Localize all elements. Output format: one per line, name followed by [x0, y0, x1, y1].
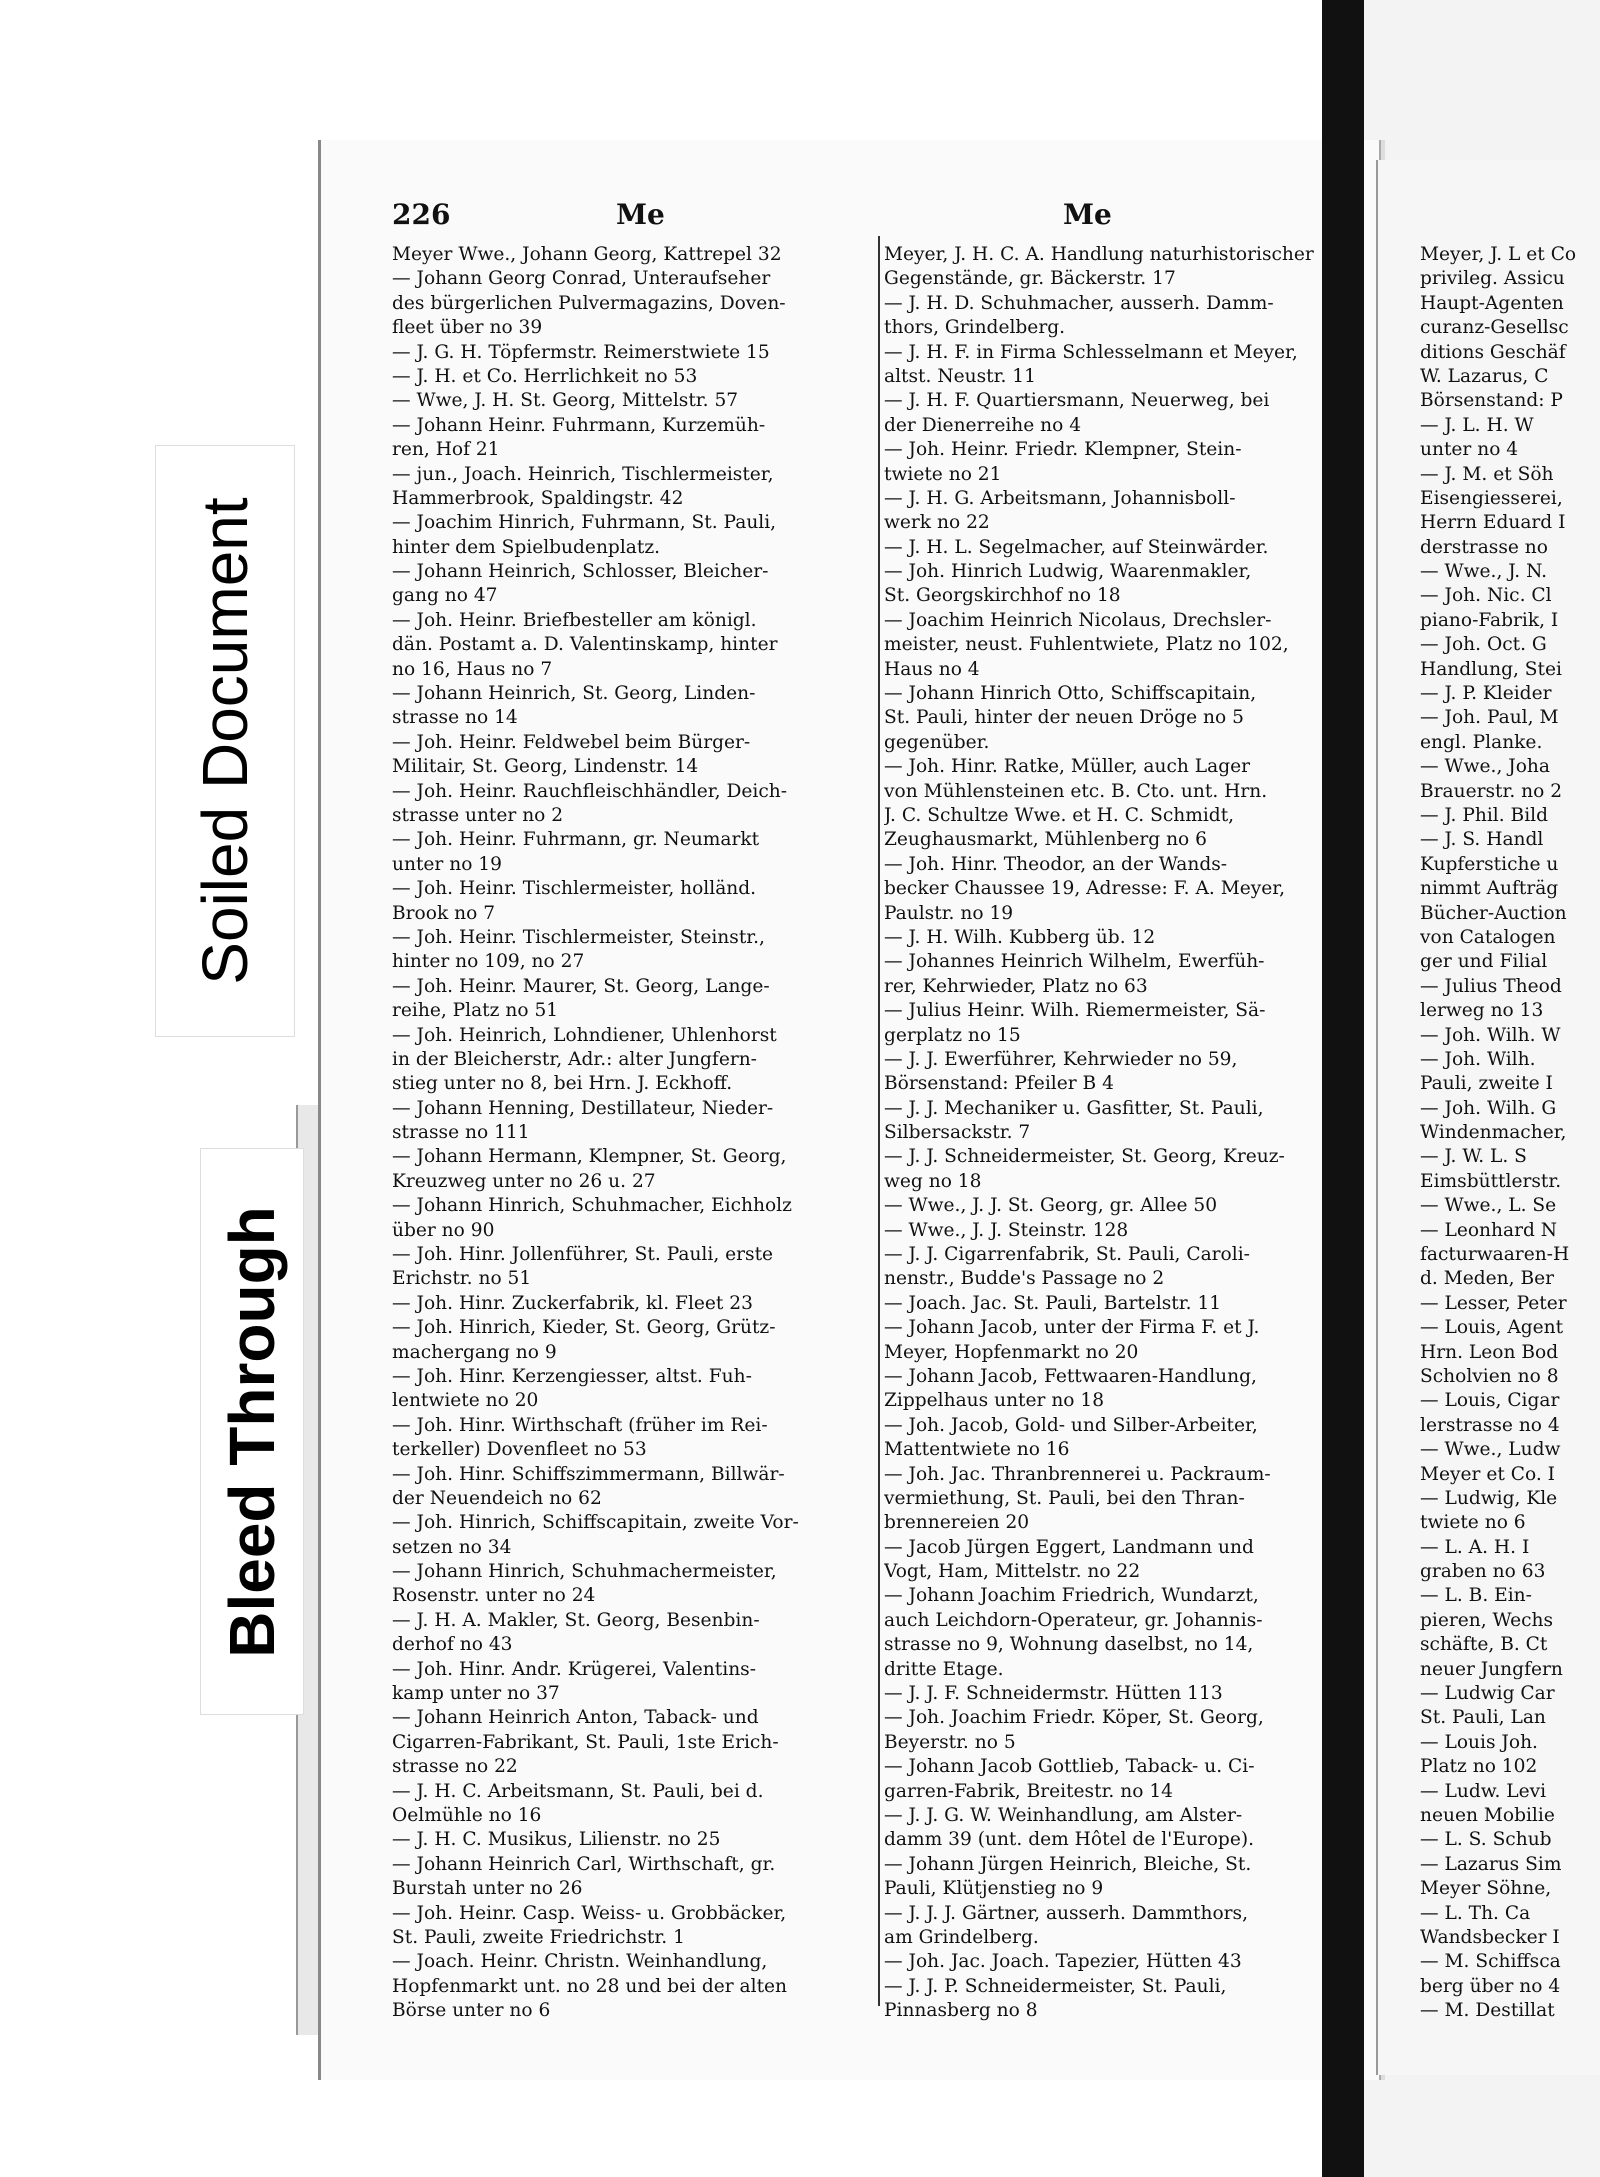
- directory-line: — Joh. Heinr. Feldwebel beim Bürger-: [392, 731, 751, 753]
- directory-line: graben no 63: [1420, 1561, 1546, 1583]
- directory-line: fleet über no 39: [392, 317, 543, 339]
- directory-line: terkeller) Dovenfleet no 53: [392, 1439, 647, 1461]
- directory-line: — M. Destillat: [1420, 2000, 1555, 2022]
- directory-line: — Lazarus Sim: [1420, 1853, 1562, 1875]
- directory-line: Bücher-Auction: [1420, 902, 1567, 924]
- directory-line: — Johann Hinrich, Schuhmacher, Eichholz: [392, 1195, 792, 1217]
- directory-line: Erichstr. no 51: [392, 1268, 532, 1290]
- directory-line: Börsenstand: P: [1420, 390, 1563, 412]
- directory-line: — J. H. Wilh. Kubberg üb. 12: [884, 926, 1156, 948]
- directory-line: — Johann Joachim Friedrich, Wundarzt,: [884, 1585, 1259, 1607]
- directory-line: des bürgerlichen Pulvermagazins, Doven-: [392, 292, 786, 314]
- directory-line: — Joh. Hinrich, Kieder, St. Georg, Grütz-: [392, 1317, 776, 1339]
- directory-line: — Wwe., Ludw: [1420, 1439, 1561, 1461]
- directory-line: — Leonhard N: [1420, 1219, 1558, 1241]
- directory-line: — Joh. Wilh. W: [1420, 1024, 1561, 1046]
- directory-line: Börse unter no 6: [392, 2000, 551, 2022]
- directory-line: St. Pauli, hinter der neuen Dröge no 5: [884, 707, 1244, 729]
- directory-line: Pauli, zweite I: [1420, 1073, 1553, 1095]
- directory-line: schäfte, B. Ct: [1420, 1634, 1548, 1656]
- directory-line: — Johann Heinrich Anton, Taback- und: [392, 1707, 759, 1729]
- directory-line: neuer Jungfern: [1420, 1658, 1563, 1680]
- directory-line: ditions Geschäf: [1420, 341, 1566, 363]
- directory-line: Brook no 7: [392, 902, 496, 924]
- directory-line: no 16, Haus no 7: [392, 658, 553, 680]
- directory-line: strasse unter no 2: [392, 804, 564, 826]
- directory-line: über no 90: [392, 1219, 495, 1241]
- directory-line: damm 39 (unt. dem Hôtel de l'Europe).: [884, 1829, 1254, 1851]
- directory-line: Burstah unter no 26: [392, 1878, 583, 1900]
- directory-line: Hammerbrook, Spaldingstr. 42: [392, 487, 684, 509]
- directory-line: St. Pauli, Lan: [1420, 1707, 1546, 1729]
- directory-line: — L. A. H. I: [1420, 1536, 1530, 1558]
- directory-line: privileg. Assicu: [1420, 268, 1565, 290]
- directory-line: Zeughausmarkt, Mühlenberg no 6: [884, 829, 1207, 851]
- directory-line: — J. H. C. Musikus, Lilienstr. no 25: [392, 1829, 721, 1851]
- directory-line: Rosenstr. unter no 24: [392, 1585, 596, 1607]
- directory-line: Haupt-Agenten: [1420, 292, 1564, 314]
- column-divider: [878, 236, 880, 2006]
- directory-line: rer, Kehrwieder, Platz no 63: [884, 975, 1148, 997]
- directory-line: setzen no 34: [392, 1536, 512, 1558]
- directory-line: — Joh. Heinr. Friedr. Klempner, Stein-: [884, 439, 1242, 461]
- directory-line: — Joh. Heinr. Tischlermeister, holländ.: [392, 878, 757, 900]
- directory-line: Platz no 102: [1420, 1756, 1538, 1778]
- directory-line: — Joh. Wilh. G: [1420, 1097, 1557, 1119]
- directory-line: — Louis, Agent: [1420, 1317, 1564, 1339]
- directory-line: — J. J. Ewerführer, Kehrwieder no 59,: [884, 1048, 1238, 1070]
- directory-line: Hopfenmarkt unt. no 28 und bei der alten: [392, 1975, 788, 1997]
- directory-line: brennereien 20: [884, 1512, 1030, 1534]
- directory-line: Kupferstiche u: [1420, 853, 1559, 875]
- directory-line: reihe, Platz no 51: [392, 1000, 559, 1022]
- directory-line: curanz-Gesellsc: [1420, 317, 1569, 339]
- directory-line: Eimsbüttlerstr.: [1420, 1170, 1562, 1192]
- directory-line: — J. H. D. Schuhmacher, ausserh. Damm-: [884, 292, 1274, 314]
- directory-line: engl. Planke.: [1420, 731, 1543, 753]
- directory-line: ren, Hof 21: [392, 439, 500, 461]
- directory-line: — Joh. Heinr. Tischlermeister, Steinstr.,: [392, 926, 765, 948]
- directory-line: — Wwe., J. N.: [1420, 561, 1548, 583]
- directory-line: — Joh. Hinr. Jollenführer, St. Pauli, erste: [392, 1244, 774, 1266]
- bleed-through-label: [200, 1148, 304, 1715]
- directory-line: — Joh. Hinr. Theodor, an der Wands-: [884, 853, 1228, 875]
- directory-line: neuen Mobilie: [1420, 1805, 1555, 1826]
- directory-line: J. C. Schultze Wwe. et H. C. Schmidt,: [884, 804, 1235, 826]
- directory-line: Beyerstr. no 5: [884, 1731, 1016, 1753]
- directory-line: — Joach. Jac. St. Pauli, Bartelstr. 11: [884, 1292, 1222, 1314]
- directory-line: — J. J. Schneidermeister, St. Georg, Kreuz-: [884, 1146, 1285, 1168]
- directory-line: thors, Grindelberg.: [884, 317, 1066, 339]
- directory-line: — J. Phil. Bild: [1420, 804, 1548, 826]
- directory-line: — Ludwig Car: [1420, 1683, 1555, 1705]
- directory-line: vermiethung, St. Pauli, bei den Thran-: [884, 1487, 1245, 1509]
- directory-line: — Joh. Oct. G: [1420, 634, 1547, 656]
- directory-line: Oelmühle no 16: [392, 1805, 542, 1826]
- directory-line: Silbersackstr. 7: [884, 1122, 1031, 1144]
- directory-line: hinter dem Spielbudenplatz.: [392, 536, 661, 558]
- directory-line: — Joh. Hinr. Andr. Krügerei, Valentins-: [392, 1658, 756, 1680]
- soiled-document-text: Soiled Document: [189, 497, 261, 985]
- middle-column: [884, 243, 1336, 2024]
- directory-line: — Wwe, J. H. St. Georg, Mittelstr. 57: [392, 390, 739, 412]
- directory-line: — Joh. Hinr. Kerzengiesser, altst. Fuh-: [392, 1365, 752, 1387]
- directory-line: — Joh. Heinr. Casp. Weiss- u. Grobbäcker,: [392, 1902, 787, 1924]
- directory-line: der Neuendeich no 62: [392, 1487, 602, 1509]
- directory-line: machergang no 9: [392, 1341, 557, 1363]
- directory-line: — Louis, Cigar: [1420, 1390, 1560, 1412]
- directory-line: — J. H. C. Arbeitsmann, St. Pauli, bei d.: [392, 1780, 764, 1802]
- directory-line: — Lesser, Peter: [1420, 1292, 1567, 1314]
- bleed-through-text: Bleed Through: [216, 1205, 288, 1658]
- directory-line: — J. S. Handl: [1420, 829, 1544, 851]
- directory-line: Vogt, Ham, Mittelstr. no 22: [884, 1561, 1141, 1583]
- directory-line: dritte Etage.: [884, 1658, 1004, 1680]
- directory-line: Paulstr. no 19: [884, 902, 1014, 924]
- directory-line: derstrasse no: [1420, 536, 1548, 558]
- directory-line: Meyer, Hopfenmarkt no 20: [884, 1341, 1139, 1363]
- directory-line: — L. B. Ein-: [1420, 1585, 1532, 1607]
- directory-line: Pauli, Klütjenstieg no 9: [884, 1878, 1104, 1900]
- directory-line: — Louis Joh.: [1420, 1731, 1538, 1753]
- directory-line: — Johann Jacob, Fettwaaren-Handlung,: [884, 1365, 1257, 1387]
- directory-line: pieren, Wechs: [1420, 1609, 1554, 1631]
- directory-line: — Joh. Hinr. Wirthschaft (früher im Rei-: [392, 1414, 768, 1436]
- directory-line: twiete no 21: [884, 463, 1002, 485]
- directory-line: — Johann Heinrich Carl, Wirthschaft, gr.: [392, 1853, 776, 1875]
- directory-line: Herrn Eduard I: [1420, 512, 1566, 534]
- directory-line: — L. Th. Ca: [1420, 1902, 1531, 1924]
- directory-line: — J. H. F. Quartiersmann, Neuerweg, bei: [884, 390, 1270, 412]
- directory-line: hinter no 109, no 27: [392, 951, 585, 973]
- directory-line: berg über no 4: [1420, 1975, 1561, 1997]
- directory-line: werk no 22: [884, 512, 990, 534]
- directory-line: — Johann Jürgen Heinrich, Bleiche, St.: [884, 1853, 1252, 1875]
- directory-line: Meyer Wwe., Johann Georg, Kattrepel 32: [392, 244, 782, 265]
- directory-line: — J. H. G. Arbeitsmann, Johannisboll-: [884, 487, 1236, 509]
- directory-line: Windenmacher,: [1420, 1122, 1567, 1144]
- directory-line: — J. J. G. W. Weinhandlung, am Alster-: [884, 1805, 1243, 1826]
- directory-line: — Joh. Jac. Thranbrennerei u. Packraum-: [884, 1463, 1271, 1485]
- directory-line: — Johann Georg Conrad, Unteraufseher: [392, 268, 771, 290]
- directory-line: — Joh. Hinr. Schiffszimmermann, Billwär-: [392, 1463, 785, 1485]
- directory-line: — Joh. Hinr. Ratke, Müller, auch Lager: [884, 756, 1250, 778]
- directory-line: gerplatz no 15: [884, 1024, 1021, 1046]
- right-running-head: Me: [1063, 198, 1112, 231]
- directory-line: — Wwe., J. J. Steinstr. 128: [884, 1219, 1129, 1241]
- left-column: [392, 243, 877, 2024]
- directory-line: am Grindelberg.: [884, 1926, 1039, 1948]
- directory-line: — Julius Heinr. Wilh. Riemermeister, Sä-: [884, 1000, 1266, 1022]
- directory-line: — Joh. Nic. Cl: [1420, 585, 1552, 607]
- directory-line: facturwaaren-H: [1420, 1244, 1570, 1266]
- directory-line: Scholvien no 8: [1420, 1365, 1559, 1387]
- directory-line: twiete no 6: [1420, 1512, 1526, 1534]
- directory-line: — J. G. H. Töpfermstr. Reimerstwiete 15: [392, 341, 770, 363]
- directory-line: — Joachim Hinrich, Fuhrmann, St. Pauli,: [392, 512, 777, 534]
- directory-line: — J. M. et Söh: [1420, 463, 1554, 485]
- directory-line: unter no 19: [392, 853, 502, 875]
- directory-line: stieg unter no 8, bei Hrn. J. Eckhoff.: [392, 1073, 733, 1095]
- directory-line: nenstr., Budde's Passage no 2: [884, 1268, 1165, 1290]
- directory-line: dän. Postamt a. D. Valentinskamp, hinter: [392, 634, 778, 656]
- directory-line: lentwiete no 20: [392, 1390, 539, 1412]
- directory-line: lerweg no 13: [1420, 1000, 1544, 1022]
- directory-line: Gegenstände, gr. Bäckerstr. 17: [884, 268, 1176, 290]
- directory-line: Wandsbecker I: [1420, 1926, 1560, 1948]
- directory-line: — Johann Hinrich Otto, Schiffscapitain,: [884, 683, 1257, 705]
- directory-line: von Mühlensteinen etc. B. Cto. unt. Hrn.: [884, 780, 1268, 802]
- directory-line: Zippelhaus unter no 18: [884, 1390, 1105, 1412]
- directory-line: Mattentwiete no 16: [884, 1439, 1070, 1461]
- directory-line: Brauerstr. no 2: [1420, 780, 1563, 802]
- directory-line: — Joh. Heinr. Rauchfleischhändler, Deich-: [392, 780, 787, 802]
- directory-line: — Joh. Wilh.: [1420, 1048, 1536, 1070]
- directory-line: ger und Filial: [1420, 951, 1548, 973]
- directory-line: — Joh. Jac. Joach. Tapezier, Hütten 43: [884, 1951, 1242, 1973]
- directory-line: — Johann Jacob Gottlieb, Taback- u. Ci-: [884, 1756, 1255, 1778]
- directory-line: strasse no 9, Wohnung daselbst, no 14,: [884, 1634, 1254, 1656]
- directory-line: Pinnasberg no 8: [884, 2000, 1038, 2022]
- directory-line: der Dienerreihe no 4: [884, 414, 1082, 436]
- directory-line: — Joh. Heinr. Briefbesteller am königl.: [392, 609, 757, 631]
- directory-line: — J. J. J. Gärtner, ausserh. Dammthors,: [884, 1902, 1249, 1924]
- directory-line: — J. H. L. Segelmacher, auf Steinwärder.: [884, 536, 1269, 558]
- directory-line: strasse no 111: [392, 1122, 530, 1144]
- soiled-document-label: [155, 445, 295, 1037]
- directory-line: garren-Fabrik, Breitestr. no 14: [884, 1780, 1173, 1802]
- directory-line: becker Chaussee 19, Adresse: F. A. Meyer,: [884, 878, 1285, 900]
- directory-line: — Joh. Heinrich, Lohndiener, Uhlenhorst: [392, 1024, 777, 1046]
- right-column: [1420, 243, 1600, 2024]
- directory-line: — J. J. Mechaniker u. Gasfitter, St. Pauli,: [884, 1097, 1264, 1119]
- directory-line: — Johann Heinrich, St. Georg, Linden-: [392, 683, 756, 705]
- directory-line: — Wwe., J. J. St. Georg, gr. Allee 50: [884, 1195, 1218, 1217]
- directory-line: St. Pauli, zweite Friedrichstr. 1: [392, 1926, 685, 1948]
- directory-line: altst. Neustr. 11: [884, 365, 1036, 387]
- directory-line: — Johann Heinr. Fuhrmann, Kurzemüh-: [392, 414, 766, 436]
- directory-line: — J. H. A. Makler, St. Georg, Besenbin-: [392, 1609, 760, 1631]
- directory-line: in der Bleicherstr, Adr.: alter Jungfern-: [392, 1048, 757, 1070]
- directory-line: derhof no 43: [392, 1634, 513, 1656]
- directory-line: — L. S. Schub: [1420, 1829, 1552, 1851]
- directory-line: — J. J. Cigarrenfabrik, St. Pauli, Caroli-: [884, 1244, 1250, 1266]
- directory-line: — Johann Henning, Destillateur, Nieder-: [392, 1097, 774, 1119]
- directory-line: — J. L. H. W: [1420, 414, 1534, 436]
- directory-line: — Joh. Joachim Friedr. Köper, St. Georg,: [884, 1707, 1264, 1729]
- directory-line: — Ludw. Levi: [1420, 1780, 1547, 1802]
- directory-line: St. Georgskirchhof no 18: [884, 585, 1121, 607]
- directory-line: strasse no 14: [392, 707, 518, 729]
- directory-line: d. Meden, Ber: [1420, 1268, 1555, 1290]
- directory-line: Kreuzweg unter no 26 u. 27: [392, 1170, 656, 1192]
- directory-line: — Joh. Heinr. Maurer, St. Georg, Lange-: [392, 975, 770, 997]
- directory-line: — Ludwig, Kle: [1420, 1487, 1558, 1509]
- directory-line: Meyer Söhne,: [1420, 1878, 1552, 1900]
- directory-line: — J. H. F. in Firma Schlesselmann et Meyer,: [884, 341, 1298, 363]
- directory-line: — jun., Joach. Heinrich, Tischlermeister,: [392, 463, 774, 485]
- directory-line: strasse no 22: [392, 1756, 518, 1778]
- directory-line: gang no 47: [392, 585, 498, 607]
- directory-line: auch Leichdorn-Operateur, gr. Johannis-: [884, 1609, 1263, 1631]
- directory-line: — J. P. Kleider: [1420, 683, 1552, 705]
- directory-line: — M. Schiffsca: [1420, 1951, 1561, 1973]
- directory-line: — Jacob Jürgen Eggert, Landmann und: [884, 1536, 1254, 1558]
- directory-line: — Johann Jacob, unter der Firma F. et J.: [884, 1317, 1260, 1339]
- directory-line: — Joh. Jacob, Gold- und Silber-Arbeiter,: [884, 1414, 1258, 1436]
- directory-line: — Joh. Hinr. Zuckerfabrik, kl. Fleet 23: [392, 1292, 753, 1314]
- directory-line: — J. H. et Co. Herrlichkeit no 53: [392, 365, 698, 387]
- directory-line: Eisengiesserei,: [1420, 487, 1563, 509]
- directory-line: — Julius Theod: [1420, 975, 1562, 997]
- directory-line: — Joh. Hinrich Ludwig, Waarenmakler,: [884, 561, 1252, 583]
- directory-line: unter no 4: [1420, 439, 1519, 461]
- directory-line: — Joh. Paul, M: [1420, 707, 1559, 729]
- directory-line: Börsenstand: Pfeiler B 4: [884, 1073, 1114, 1095]
- directory-line: kamp unter no 37: [392, 1683, 560, 1705]
- directory-line: W. Lazarus, C: [1420, 365, 1549, 387]
- directory-line: — Wwe., Joha: [1420, 756, 1550, 778]
- directory-line: — Joachim Heinrich Nicolaus, Drechsler-: [884, 609, 1272, 631]
- directory-line: — Johannes Heinrich Wilhelm, Ewerfüh-: [884, 951, 1265, 973]
- directory-line: lerstrasse no 4: [1420, 1414, 1560, 1436]
- directory-line: — Joach. Heinr. Christn. Weinhandlung,: [392, 1951, 768, 1973]
- directory-line: — J. J. F. Schneidermstr. Hütten 113: [884, 1683, 1223, 1705]
- directory-line: weg no 18: [884, 1170, 982, 1192]
- directory-line: gegenüber.: [884, 731, 990, 753]
- directory-line: nimmt Aufträg: [1420, 878, 1559, 900]
- directory-line: Meyer, J. L et Co: [1420, 244, 1577, 265]
- directory-line: — Joh. Hinrich, Schiffscapitain, zweite Vor-: [392, 1512, 799, 1534]
- directory-line: Meyer, J. H. C. A. Handlung naturhistorischer: [884, 244, 1314, 265]
- page-number: 226: [392, 198, 451, 231]
- directory-line: — J. W. L. S: [1420, 1146, 1527, 1168]
- directory-line: meister, neust. Fuhlentwiete, Platz no 102,: [884, 634, 1289, 656]
- directory-line: piano-Fabrik, I: [1420, 609, 1559, 631]
- directory-line: Haus no 4: [884, 658, 980, 680]
- directory-line: Handlung, Stei: [1420, 658, 1562, 680]
- directory-line: — Johann Hinrich, Schuhmachermeister,: [392, 1561, 777, 1583]
- directory-line: Hrn. Leon Bod: [1420, 1341, 1559, 1363]
- directory-line: — Joh. Heinr. Fuhrmann, gr. Neumarkt: [392, 829, 760, 851]
- directory-line: — Johann Hermann, Klempner, St. Georg,: [392, 1146, 787, 1168]
- directory-line: Cigarren-Fabrikant, St. Pauli, 1ste Erich-: [392, 1731, 779, 1753]
- directory-line: — J. J. P. Schneidermeister, St. Pauli,: [884, 1975, 1227, 1997]
- directory-line: von Catalogen: [1420, 926, 1556, 948]
- directory-line: Meyer et Co. I: [1420, 1463, 1555, 1485]
- directory-line: — Johann Heinrich, Schlosser, Bleicher-: [392, 561, 769, 583]
- left-running-head: Me: [616, 198, 665, 231]
- directory-line: Militair, St. Georg, Lindenstr. 14: [392, 756, 699, 778]
- directory-line: — Wwe., L. Se: [1420, 1195, 1557, 1217]
